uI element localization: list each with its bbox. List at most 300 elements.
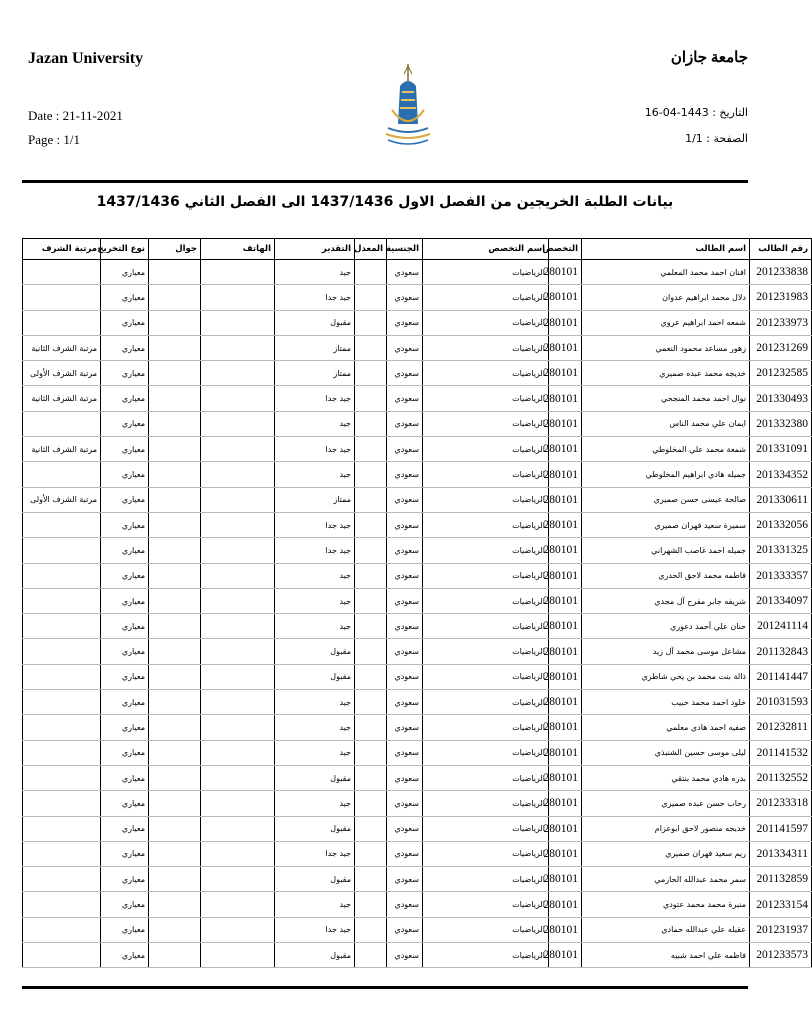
cell-grade: مقبول — [275, 639, 355, 664]
cell-gpa — [355, 487, 387, 512]
cell-grade: جيد — [275, 260, 355, 285]
cell-graduation-type: معياري — [101, 411, 149, 436]
cell-graduation-type: معياري — [101, 791, 149, 816]
cell-major-name: الرياضيات — [423, 487, 549, 512]
cell-major-code: 280101 — [549, 715, 582, 740]
cell-nationality: سعودي — [387, 614, 423, 639]
column-header-student-name: اسم الطالب — [582, 239, 750, 260]
cell-nationality: سعودي — [387, 816, 423, 841]
cell-major-name: الرياضيات — [423, 664, 549, 689]
cell-grade: جيد جدا — [275, 437, 355, 462]
cell-major-name: الرياضيات — [423, 943, 549, 968]
cell-student-id: 201330611 — [750, 487, 812, 512]
footer-rule — [22, 986, 748, 989]
cell-grade: مقبول — [275, 664, 355, 689]
cell-student-name: حنان علي أحمد دعوري — [582, 614, 750, 639]
cell-gpa — [355, 765, 387, 790]
header-rule — [22, 180, 748, 183]
cell-nationality: سعودي — [387, 386, 423, 411]
cell-student-name: افنان احمد محمد المعلمي — [582, 260, 750, 285]
cell-major-name: الرياضيات — [423, 816, 549, 841]
table-row — [23, 588, 812, 613]
cell-major-name: الرياضيات — [423, 361, 549, 386]
column-header-student-id: رقم الطالب — [750, 239, 812, 260]
cell-student-name: صالحة عيسى حسن صميري — [582, 487, 750, 512]
cell-honors-rank — [23, 614, 101, 639]
cell-nationality: سعودي — [387, 437, 423, 462]
cell-major-code: 280101 — [549, 285, 582, 310]
cell-mobile — [149, 260, 201, 285]
cell-major-code: 280101 — [549, 664, 582, 689]
cell-nationality: سعودي — [387, 512, 423, 537]
cell-nationality: سعودي — [387, 765, 423, 790]
cell-nationality: سعودي — [387, 411, 423, 436]
cell-major-code: 280101 — [549, 538, 582, 563]
cell-mobile — [149, 816, 201, 841]
cell-honors-rank — [23, 715, 101, 740]
cell-gpa — [355, 462, 387, 487]
cell-gpa — [355, 386, 387, 411]
cell-major-code: 280101 — [549, 791, 582, 816]
cell-phone — [201, 563, 275, 588]
cell-mobile — [149, 639, 201, 664]
table-row — [23, 437, 812, 462]
cell-student-id: 201233318 — [750, 791, 812, 816]
cell-graduation-type: معياري — [101, 588, 149, 613]
cell-student-id: 201132552 — [750, 765, 812, 790]
cell-mobile — [149, 943, 201, 968]
page-label-ar: الصفحة : 1/1 — [685, 132, 748, 145]
cell-student-name: عقيله علي عبدالله حمادي — [582, 917, 750, 942]
column-header-phone: الهاتف — [201, 239, 275, 260]
cell-phone — [201, 816, 275, 841]
cell-grade: مقبول — [275, 867, 355, 892]
cell-gpa — [355, 512, 387, 537]
cell-student-name: شمعة محمد علي المخلوطي — [582, 437, 750, 462]
cell-gpa — [355, 690, 387, 715]
cell-nationality: سعودي — [387, 487, 423, 512]
cell-major-code: 280101 — [549, 816, 582, 841]
cell-nationality: سعودي — [387, 639, 423, 664]
cell-student-name: ايمان علي محمد الناس — [582, 411, 750, 436]
cell-grade: جيد — [275, 740, 355, 765]
cell-student-id: 201231983 — [750, 285, 812, 310]
cell-student-id: 201332380 — [750, 411, 812, 436]
report-meta-ar — [645, 100, 748, 152]
cell-phone — [201, 639, 275, 664]
cell-phone — [201, 361, 275, 386]
cell-nationality: سعودي — [387, 538, 423, 563]
cell-nationality: سعودي — [387, 892, 423, 917]
cell-phone — [201, 690, 275, 715]
cell-graduation-type: معياري — [101, 462, 149, 487]
column-header-grade: التقدير — [275, 239, 355, 260]
cell-honors-rank — [23, 867, 101, 892]
cell-grade: جيد — [275, 588, 355, 613]
cell-student-id: 201334311 — [750, 841, 812, 866]
university-name-en — [28, 50, 288, 68]
column-header-honors-rank: مرتبة الشرف — [23, 239, 101, 260]
cell-graduation-type: معياري — [101, 260, 149, 285]
cell-student-id: 201031593 — [750, 690, 812, 715]
table-body — [23, 260, 812, 968]
cell-major-name: الرياضيات — [423, 867, 549, 892]
cell-nationality: سعودي — [387, 943, 423, 968]
cell-nationality: سعودي — [387, 917, 423, 942]
cell-student-id: 201334352 — [750, 462, 812, 487]
cell-student-name: جميله احمد غاصب الشهراني — [582, 538, 750, 563]
cell-graduation-type: معياري — [101, 740, 149, 765]
cell-major-name: الرياضيات — [423, 335, 549, 360]
cell-graduation-type: معياري — [101, 563, 149, 588]
university-logo — [378, 62, 438, 152]
table-row — [23, 487, 812, 512]
cell-mobile — [149, 917, 201, 942]
cell-major-name: الرياضيات — [423, 841, 549, 866]
cell-student-id: 201231937 — [750, 917, 812, 942]
report-title: بيانات الطلبة الخريجين من الفصل الاول 1437/1436 الى الفصل الثاني 1437/1436 — [96, 194, 674, 210]
table-row — [23, 867, 812, 892]
cell-nationality: سعودي — [387, 664, 423, 689]
cell-student-name: سميرة سعيد فهران صميري — [582, 512, 750, 537]
cell-honors-rank — [23, 765, 101, 790]
cell-honors-rank — [23, 740, 101, 765]
cell-major-name: الرياضيات — [423, 462, 549, 487]
cell-grade: ممتاز — [275, 361, 355, 386]
cell-student-id: 201233838 — [750, 260, 812, 285]
cell-gpa — [355, 639, 387, 664]
cell-honors-rank — [23, 260, 101, 285]
cell-nationality: سعودي — [387, 841, 423, 866]
table-row — [23, 310, 812, 335]
cell-nationality: سعودي — [387, 260, 423, 285]
column-header-major-code: التخصص — [549, 239, 582, 260]
cell-gpa — [355, 260, 387, 285]
cell-mobile — [149, 411, 201, 436]
cell-grade: جيد — [275, 715, 355, 740]
cell-student-id: 201331325 — [750, 538, 812, 563]
university-name-ar-text: جامعة جازان — [670, 50, 748, 66]
cell-major-name: الرياضيات — [423, 538, 549, 563]
cell-mobile — [149, 386, 201, 411]
cell-major-code: 280101 — [549, 614, 582, 639]
cell-student-id: 201330493 — [750, 386, 812, 411]
cell-student-name: ذالة بنت محمد بن يحي شاطري — [582, 664, 750, 689]
cell-honors-rank: مرتبة الشرف الأولى — [23, 361, 101, 386]
cell-gpa — [355, 437, 387, 462]
cell-mobile — [149, 791, 201, 816]
cell-graduation-type: معياري — [101, 715, 149, 740]
cell-student-name: شريفه جابر مفرح آل مجدي — [582, 588, 750, 613]
cell-grade: مقبول — [275, 816, 355, 841]
cell-graduation-type: معياري — [101, 639, 149, 664]
cell-grade: جيد جدا — [275, 512, 355, 537]
cell-phone — [201, 335, 275, 360]
table-row — [23, 639, 812, 664]
cell-graduation-type: معياري — [101, 765, 149, 790]
cell-major-code: 280101 — [549, 563, 582, 588]
cell-gpa — [355, 538, 387, 563]
cell-nationality: سعودي — [387, 361, 423, 386]
cell-student-name: نوال احمد محمد المنجحي — [582, 386, 750, 411]
university-name-ar — [488, 48, 748, 67]
cell-phone — [201, 791, 275, 816]
cell-graduation-type: معياري — [101, 892, 149, 917]
graduates-table — [22, 238, 812, 968]
cell-major-code: 280101 — [549, 512, 582, 537]
cell-graduation-type: معياري — [101, 917, 149, 942]
cell-mobile — [149, 335, 201, 360]
cell-phone — [201, 715, 275, 740]
cell-major-code: 280101 — [549, 437, 582, 462]
column-header-nationality: الجنسية — [387, 239, 423, 260]
cell-gpa — [355, 411, 387, 436]
cell-major-name: الرياضيات — [423, 588, 549, 613]
cell-student-name: بدره هادي محمد بنتقي — [582, 765, 750, 790]
date-label-en: Date : 21-11-2021 — [28, 108, 123, 123]
cell-nationality: سعودي — [387, 588, 423, 613]
cell-phone — [201, 917, 275, 942]
cell-major-code: 280101 — [549, 487, 582, 512]
column-header-mobile: جوال — [149, 239, 201, 260]
page-label-en: Page : 1/1 — [28, 132, 80, 147]
cell-graduation-type: معياري — [101, 285, 149, 310]
cell-phone — [201, 740, 275, 765]
cell-student-name: منيرة محمد محمد عتودي — [582, 892, 750, 917]
table-row — [23, 563, 812, 588]
cell-phone — [201, 437, 275, 462]
cell-gpa — [355, 791, 387, 816]
cell-major-code: 280101 — [549, 411, 582, 436]
cell-gpa — [355, 361, 387, 386]
cell-nationality: سعودي — [387, 335, 423, 360]
cell-phone — [201, 411, 275, 436]
cell-gpa — [355, 715, 387, 740]
table-row — [23, 285, 812, 310]
cell-major-name: الرياضيات — [423, 310, 549, 335]
cell-mobile — [149, 361, 201, 386]
cell-phone — [201, 462, 275, 487]
cell-nationality: سعودي — [387, 740, 423, 765]
cell-major-code: 280101 — [549, 386, 582, 411]
cell-student-name: خلود احمد محمد حبيب — [582, 690, 750, 715]
cell-mobile — [149, 310, 201, 335]
university-name-en-text: Jazan University — [28, 50, 144, 67]
cell-nationality: سعودي — [387, 791, 423, 816]
cell-phone — [201, 386, 275, 411]
cell-honors-rank — [23, 690, 101, 715]
table-row — [23, 715, 812, 740]
cell-major-name: الرياضيات — [423, 285, 549, 310]
table-row — [23, 361, 812, 386]
cell-student-id: 201141447 — [750, 664, 812, 689]
table-row — [23, 690, 812, 715]
cell-honors-rank — [23, 285, 101, 310]
cell-grade: جيد جدا — [275, 841, 355, 866]
cell-mobile — [149, 892, 201, 917]
cell-student-id: 201331091 — [750, 437, 812, 462]
table-row — [23, 512, 812, 537]
cell-honors-rank — [23, 841, 101, 866]
cell-graduation-type: معياري — [101, 538, 149, 563]
cell-honors-rank — [23, 943, 101, 968]
cell-honors-rank — [23, 588, 101, 613]
cell-graduation-type: معياري — [101, 943, 149, 968]
cell-student-name: دلال محمد ابراهيم عدوان — [582, 285, 750, 310]
cell-grade: جيد — [275, 411, 355, 436]
cell-honors-rank — [23, 538, 101, 563]
cell-honors-rank — [23, 791, 101, 816]
cell-student-id: 201232811 — [750, 715, 812, 740]
cell-student-name: فاطمه محمد لاحق الحدري — [582, 563, 750, 588]
cell-major-code: 280101 — [549, 841, 582, 866]
cell-phone — [201, 487, 275, 512]
cell-honors-rank: مرتبة الشرف الثانية — [23, 437, 101, 462]
cell-graduation-type: معياري — [101, 335, 149, 360]
cell-major-name: الرياضيات — [423, 437, 549, 462]
cell-honors-rank — [23, 892, 101, 917]
table-row — [23, 740, 812, 765]
cell-student-id: 201233154 — [750, 892, 812, 917]
cell-graduation-type: معياري — [101, 437, 149, 462]
cell-major-code: 280101 — [549, 690, 582, 715]
cell-grade: جيد — [275, 791, 355, 816]
cell-student-name: زهور مساعد محمود النعمي — [582, 335, 750, 360]
cell-student-id: 201132843 — [750, 639, 812, 664]
cell-student-id: 201231269 — [750, 335, 812, 360]
cell-major-code: 280101 — [549, 943, 582, 968]
cell-grade: جيد — [275, 892, 355, 917]
cell-mobile — [149, 664, 201, 689]
cell-nationality: سعودي — [387, 310, 423, 335]
cell-gpa — [355, 588, 387, 613]
cell-grade: جيد جدا — [275, 386, 355, 411]
cell-phone — [201, 614, 275, 639]
report-meta-en — [28, 104, 123, 152]
cell-honors-rank — [23, 411, 101, 436]
cell-honors-rank: مرتبة الشرف الثانية — [23, 335, 101, 360]
cell-phone — [201, 943, 275, 968]
cell-major-name: الرياضيات — [423, 917, 549, 942]
cell-major-code: 280101 — [549, 765, 582, 790]
cell-gpa — [355, 335, 387, 360]
cell-grade: جيد جدا — [275, 917, 355, 942]
cell-gpa — [355, 943, 387, 968]
cell-student-name: ريم سعيد فهران صميري — [582, 841, 750, 866]
table-header-row — [23, 239, 812, 260]
cell-major-code: 280101 — [549, 260, 582, 285]
column-header-graduation-type: نوع التخريج — [101, 239, 149, 260]
table-row — [23, 386, 812, 411]
cell-mobile — [149, 740, 201, 765]
cell-mobile — [149, 437, 201, 462]
cell-student-id: 201233973 — [750, 310, 812, 335]
cell-major-name: الرياضيات — [423, 563, 549, 588]
cell-student-id: 201141597 — [750, 816, 812, 841]
cell-major-name: الرياضيات — [423, 639, 549, 664]
cell-student-id: 201233573 — [750, 943, 812, 968]
cell-honors-rank — [23, 512, 101, 537]
cell-student-id: 201334097 — [750, 588, 812, 613]
cell-student-name: خديجه محمد عبده صميري — [582, 361, 750, 386]
cell-grade: جيد جدا — [275, 538, 355, 563]
cell-nationality: سعودي — [387, 462, 423, 487]
cell-student-name: ليلى موسى حسين الشنيذي — [582, 740, 750, 765]
table-row — [23, 943, 812, 968]
cell-student-id: 201232585 — [750, 361, 812, 386]
cell-major-name: الرياضيات — [423, 765, 549, 790]
cell-major-name: الرياضيات — [423, 892, 549, 917]
cell-student-name: جميله هادي ابراهيم المخلوطي — [582, 462, 750, 487]
cell-major-name: الرياضيات — [423, 386, 549, 411]
cell-graduation-type: معياري — [101, 690, 149, 715]
cell-nationality: سعودي — [387, 867, 423, 892]
table-row — [23, 841, 812, 866]
cell-grade: جيد — [275, 690, 355, 715]
cell-graduation-type: معياري — [101, 361, 149, 386]
cell-mobile — [149, 765, 201, 790]
cell-major-code: 280101 — [549, 917, 582, 942]
cell-student-id: 201241114 — [750, 614, 812, 639]
cell-honors-rank — [23, 639, 101, 664]
cell-nationality: سعودي — [387, 285, 423, 310]
cell-mobile — [149, 841, 201, 866]
cell-student-name: خديجه منصور لاحق ابوعزام — [582, 816, 750, 841]
cell-graduation-type: معياري — [101, 310, 149, 335]
cell-honors-rank — [23, 462, 101, 487]
cell-graduation-type: معياري — [101, 664, 149, 689]
cell-honors-rank — [23, 917, 101, 942]
table-row — [23, 791, 812, 816]
cell-grade: مقبول — [275, 765, 355, 790]
cell-student-name: شمعه احمد ابراهيم عروي — [582, 310, 750, 335]
cell-phone — [201, 538, 275, 563]
cell-mobile — [149, 512, 201, 537]
cell-grade: ممتاز — [275, 335, 355, 360]
cell-mobile — [149, 614, 201, 639]
column-header-major-name: اسم التخصص — [423, 239, 549, 260]
cell-major-code: 280101 — [549, 740, 582, 765]
cell-mobile — [149, 588, 201, 613]
cell-mobile — [149, 285, 201, 310]
cell-major-name: الرياضيات — [423, 614, 549, 639]
table-row — [23, 260, 812, 285]
cell-gpa — [355, 563, 387, 588]
cell-major-code: 280101 — [549, 310, 582, 335]
date-label-ar: التاريخ : 1443-04-16 — [644, 106, 748, 119]
cell-mobile — [149, 538, 201, 563]
cell-gpa — [355, 740, 387, 765]
cell-honors-rank: مرتبة الشرف الأولى — [23, 487, 101, 512]
cell-mobile — [149, 487, 201, 512]
cell-mobile — [149, 563, 201, 588]
cell-graduation-type: معياري — [101, 386, 149, 411]
table-row — [23, 335, 812, 360]
cell-major-code: 280101 — [549, 892, 582, 917]
cell-major-name: الرياضيات — [423, 791, 549, 816]
cell-student-name: سمر محمد عبدالله الحازمي — [582, 867, 750, 892]
cell-mobile — [149, 462, 201, 487]
cell-major-name: الرياضيات — [423, 690, 549, 715]
cell-graduation-type: معياري — [101, 614, 149, 639]
cell-gpa — [355, 664, 387, 689]
table-row — [23, 462, 812, 487]
cell-gpa — [355, 867, 387, 892]
cell-gpa — [355, 917, 387, 942]
cell-graduation-type: معياري — [101, 512, 149, 537]
cell-honors-rank — [23, 563, 101, 588]
cell-grade: ممتاز — [275, 487, 355, 512]
